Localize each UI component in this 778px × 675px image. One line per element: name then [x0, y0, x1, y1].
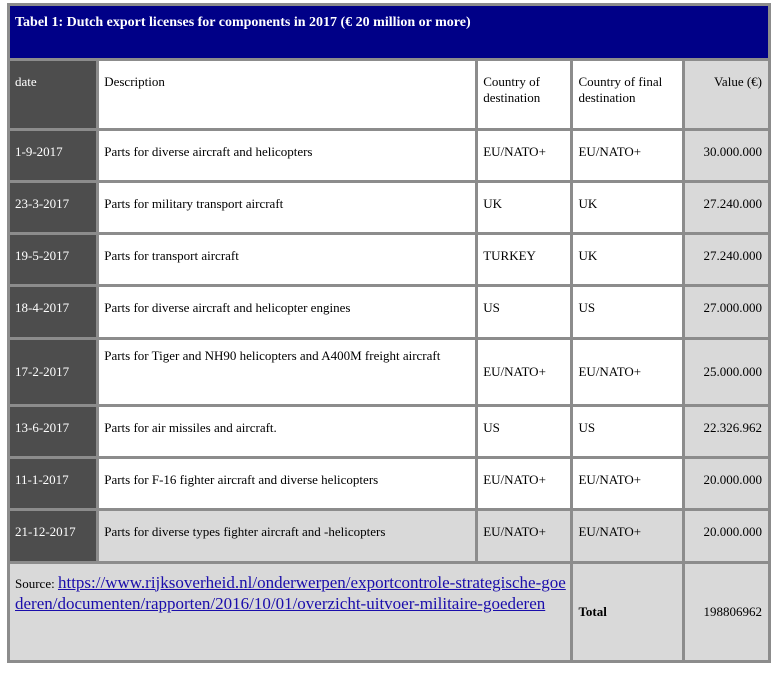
table-row: [10, 131, 768, 180]
table-row: [10, 287, 768, 336]
footer-row: [10, 564, 768, 661]
header-value: Value (€): [685, 61, 768, 127]
row-date: 23-3-2017: [10, 183, 96, 232]
table-row: [10, 511, 768, 560]
source-label: Source:: [15, 575, 58, 591]
row-description: Parts for diverse aircraft and helicopter engines: [99, 287, 475, 336]
row-country: EU/NATO+: [478, 459, 570, 508]
row-value: 30.000.000: [685, 131, 768, 180]
row-value: 20.000.000: [685, 511, 768, 560]
row-value: 22.326.962: [685, 407, 768, 456]
row-country: EU/NATO+: [478, 131, 570, 180]
total-label: Total: [573, 564, 681, 661]
row-final-destination: EU/NATO+: [573, 131, 681, 180]
row-country: US: [478, 287, 570, 336]
header-row: [10, 61, 768, 127]
table-row: [10, 459, 768, 508]
title-row: [10, 6, 768, 58]
row-country: EU/NATO+: [478, 340, 570, 404]
header-description: Description: [99, 61, 475, 127]
row-country: UK: [478, 183, 570, 232]
row-description: Parts for Tiger and NH90 helicopters and A400M freight aircraft: [99, 340, 475, 404]
header-country: Country of destination: [478, 61, 570, 127]
row-final-destination: US: [573, 407, 681, 456]
row-final-destination: UK: [573, 235, 681, 284]
source-link[interactable]: https://www.rijksoverheid.nl/onderwerpen/exportcontrole-strategische-goederen/documenten/rapporten/2016/10/01/overzicht-uitvoer-militaire-goederen: [15, 572, 566, 613]
row-value: 25.000.000: [685, 340, 768, 404]
table-title: Tabel 1: Dutch export licenses for components in 2017 (€ 20 million or more): [10, 6, 768, 58]
row-description: Parts for diverse aircraft and helicopters: [99, 131, 475, 180]
header-final-destination: Country of final destination: [573, 61, 681, 127]
total-value: 198806962: [685, 564, 768, 661]
row-description: Parts for F-16 fighter aircraft and diverse helicopters: [99, 459, 475, 508]
row-date: 19-5-2017: [10, 235, 96, 284]
table-row: [10, 340, 768, 404]
row-country: EU/NATO+: [478, 511, 570, 560]
source-cell: [10, 564, 570, 661]
row-date: 13-6-2017: [10, 407, 96, 456]
table-row: [10, 407, 768, 456]
row-description: Parts for air missiles and aircraft.: [99, 407, 475, 456]
row-final-destination: EU/NATO+: [573, 459, 681, 508]
row-final-destination: EU/NATO+: [573, 340, 681, 404]
table-row: [10, 183, 768, 232]
row-country: US: [478, 407, 570, 456]
row-description: Parts for transport aircraft: [99, 235, 475, 284]
row-country: TURKEY: [478, 235, 570, 284]
row-date: 1-9-2017: [10, 131, 96, 180]
header-date: date: [10, 61, 96, 127]
table-row: [10, 235, 768, 284]
row-date: 11-1-2017: [10, 459, 96, 508]
row-date: 17-2-2017: [10, 340, 96, 404]
row-value: 27.240.000: [685, 235, 768, 284]
row-final-destination: UK: [573, 183, 681, 232]
row-date: 18-4-2017: [10, 287, 96, 336]
row-value: 27.000.000: [685, 287, 768, 336]
export-licenses-table-container: [7, 3, 771, 663]
row-date: 21-12-2017: [10, 511, 96, 560]
row-description: Parts for military transport aircraft: [99, 183, 475, 232]
export-licenses-table: [7, 3, 771, 663]
row-value: 20.000.000: [685, 459, 768, 508]
row-value: 27.240.000: [685, 183, 768, 232]
row-description: Parts for diverse types fighter aircraft and -helicopters: [99, 511, 475, 560]
row-final-destination: EU/NATO+: [573, 511, 681, 560]
row-final-destination: US: [573, 287, 681, 336]
